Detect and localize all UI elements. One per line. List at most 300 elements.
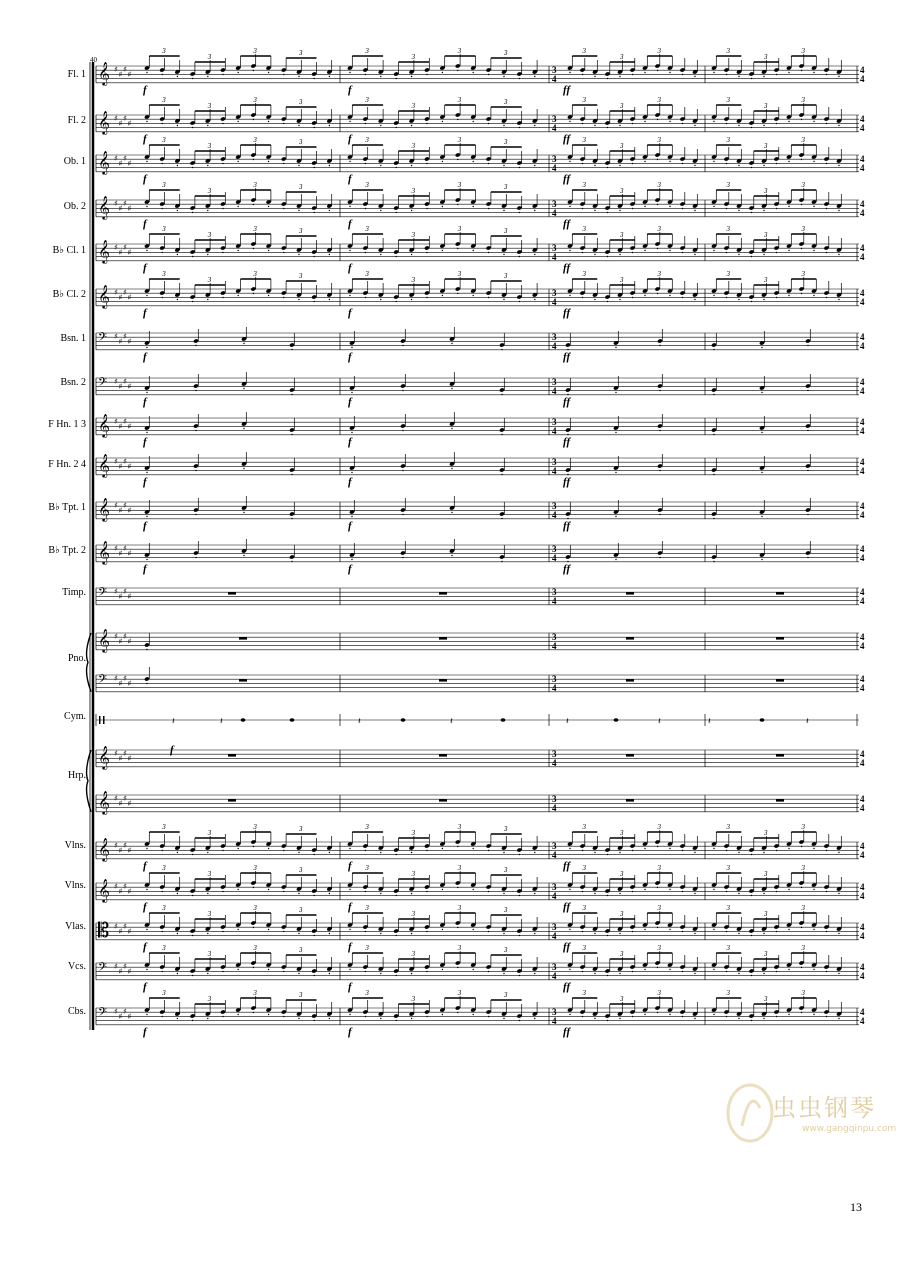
staccato-dot (694, 1018, 695, 1019)
staccato-dot (813, 969, 814, 970)
staccato-dot (283, 163, 284, 164)
staccato-dot (519, 301, 520, 302)
staccato-dot (283, 891, 284, 892)
staccato-dot (607, 301, 608, 302)
staccato-dot (457, 248, 458, 249)
staccato-dot (298, 893, 299, 894)
staccato-dot (396, 256, 397, 257)
tuplet-number: 3 (253, 136, 257, 144)
staccato-dot (694, 973, 695, 974)
staccato-dot (291, 518, 292, 519)
dynamic-forte: f (348, 562, 352, 575)
tuplet-number: 3 (620, 231, 624, 239)
staccato-dot (619, 973, 620, 974)
time-signature-denominator: 4 (860, 1016, 865, 1026)
sharp-icon: ♯ (123, 154, 127, 163)
staccato-dot (619, 1018, 620, 1019)
time-signature-numerator: 4 (860, 288, 865, 298)
rest-icon: 𝄽 (172, 717, 175, 727)
staccato-dot (146, 683, 147, 684)
staccato-dot (222, 850, 223, 851)
whole-rest (776, 754, 784, 756)
rest-icon: 𝄽 (220, 717, 223, 727)
time-signature-denominator: 4 (860, 163, 865, 173)
instrument-label-pno: Pno. (67, 653, 86, 664)
staccato-dot (826, 163, 827, 164)
tuplet-number: 3 (504, 183, 508, 191)
tuplet-number: 3 (582, 47, 586, 55)
staccato-dot (776, 297, 777, 298)
staccato-dot (298, 210, 299, 211)
instrument-label-ob2: Ob. 2 (63, 201, 86, 212)
staccato-dot (146, 206, 147, 207)
tuplet-number: 3 (299, 866, 303, 874)
staccato-dot (657, 846, 658, 847)
staccato-dot (146, 121, 147, 122)
staccato-dot (503, 210, 504, 211)
staccato-dot (457, 927, 458, 928)
tuplet-number: 3 (801, 823, 805, 831)
sharp-icon: ♯ (127, 799, 132, 808)
staccato-dot (644, 72, 645, 73)
staccato-dot (738, 973, 739, 974)
staccato-dot (776, 252, 777, 253)
staccato-dot (298, 165, 299, 166)
sharp-icon: ♯ (118, 506, 123, 515)
staccato-dot (607, 167, 608, 168)
treble-clef-icon: 𝄞 (98, 540, 110, 564)
staccato-dot (380, 893, 381, 894)
tuplet-number: 3 (801, 136, 805, 144)
staccato-dot (657, 159, 658, 160)
time-signature-numerator: 4 (860, 544, 865, 554)
staccato-dot (776, 74, 777, 75)
treble-clef-icon: 𝄞 (98, 150, 110, 174)
staccato-dot (619, 933, 620, 934)
staccato-dot (349, 72, 350, 73)
staccato-dot (488, 971, 489, 972)
tuplet-number: 3 (411, 102, 416, 110)
staccato-dot (569, 206, 570, 207)
staccato-dot (644, 121, 645, 122)
staccato-dot (457, 70, 458, 71)
staccato-dot (619, 299, 620, 300)
staccato-dot (632, 74, 633, 75)
staccato-dot (569, 295, 570, 296)
staccato-dot (253, 887, 254, 888)
staccato-dot (682, 931, 683, 932)
staccato-dot (713, 474, 714, 475)
staccato-dot (238, 250, 239, 251)
staccato-dot (291, 561, 292, 562)
staccato-dot (268, 206, 269, 207)
sharp-icon: ♯ (123, 674, 127, 683)
staccato-dot (314, 256, 315, 257)
staccato-dot (396, 167, 397, 168)
staccato-dot (534, 254, 535, 255)
time-signature-numerator: 4 (860, 332, 865, 342)
whole-rest (239, 637, 247, 639)
staccato-dot (451, 468, 452, 469)
staccato-dot (807, 345, 808, 346)
tuplet-number: 3 (504, 825, 508, 833)
staccato-dot (594, 852, 595, 853)
sharp-icon: ♯ (123, 749, 127, 758)
staccato-dot (534, 125, 535, 126)
whole-rest (626, 754, 634, 756)
staccato-dot (726, 163, 727, 164)
tuplet-number: 3 (504, 98, 508, 106)
staccato-dot (619, 125, 620, 126)
staccato-dot (615, 516, 616, 517)
bass-clef-icon: 𝄢 (98, 331, 108, 347)
staccato-dot (726, 252, 727, 253)
tuplet-number: 3 (620, 995, 624, 1003)
sharp-icon: ♯ (118, 592, 123, 601)
staccato-dot (238, 1014, 239, 1015)
tuplet-number: 3 (299, 946, 303, 954)
staccato-dot (682, 971, 683, 972)
dynamic-forte: f (143, 435, 147, 448)
dynamic-forte: f (348, 475, 352, 488)
staccato-dot (694, 76, 695, 77)
staccato-dot (457, 119, 458, 120)
time-signature-numerator: 4 (860, 794, 865, 804)
staccato-dot (426, 123, 427, 124)
staccato-dot (146, 72, 147, 73)
staccato-dot (738, 76, 739, 77)
sharp-icon: ♯ (127, 887, 132, 896)
tuplet-number: 3 (504, 272, 508, 280)
staccato-dot (195, 557, 196, 558)
dynamic-forte: f (143, 859, 147, 872)
sharp-icon: ♯ (123, 65, 127, 74)
staccato-dot (761, 559, 762, 560)
whole-rest (439, 679, 447, 681)
staccato-dot (582, 931, 583, 932)
dynamic-forte: f (143, 83, 147, 96)
staccato-dot (534, 76, 535, 77)
staccato-dot (582, 123, 583, 124)
staccato-dot (503, 125, 504, 126)
staccato-dot (162, 891, 163, 892)
staccato-dot (396, 78, 397, 79)
rest-icon: 𝄽 (708, 717, 711, 727)
staccato-dot (751, 935, 752, 936)
staccato-dot (669, 72, 670, 73)
dynamic-fortissimo: ff (563, 261, 571, 274)
staccato-dot (763, 299, 764, 300)
time-signature-denominator: 4 (860, 758, 865, 768)
staccato-dot (451, 555, 452, 556)
staccato-dot (801, 927, 802, 928)
staccato-dot (813, 121, 814, 122)
staccato-dot (534, 893, 535, 894)
staccato-dot (644, 295, 645, 296)
staccato-dot (349, 250, 350, 251)
dynamic-forte: f (143, 980, 147, 993)
tuplet-number: 3 (299, 49, 303, 57)
tuplet-number: 3 (801, 989, 805, 997)
time-signature-denominator: 4 (552, 208, 557, 218)
dynamic-fortissimo: ff (563, 1025, 571, 1038)
dynamic-forte: f (143, 261, 147, 274)
staccato-dot (682, 123, 683, 124)
tuplet-number: 3 (582, 270, 586, 278)
staccato-dot (146, 649, 147, 650)
staccato-dot (426, 208, 427, 209)
bass-clef-icon: 𝄢 (98, 586, 108, 602)
staccato-dot (838, 852, 839, 853)
staccato-dot (207, 76, 208, 77)
tuplet-number: 3 (657, 47, 661, 55)
staccato-dot (238, 72, 239, 73)
staccato-dot (380, 125, 381, 126)
whole-rest (439, 754, 447, 756)
staccato-dot (380, 299, 381, 300)
rest-icon: 𝄽 (358, 717, 361, 727)
staccato-dot (402, 430, 403, 431)
staccato-dot (751, 167, 752, 168)
treble-clef-icon: 𝄞 (98, 195, 110, 219)
sharp-icon: ♯ (123, 417, 127, 426)
staccato-dot (582, 971, 583, 972)
staccato-dot (607, 975, 608, 976)
tuplet-number: 3 (620, 187, 624, 195)
staccato-dot (519, 212, 520, 213)
sharp-icon: ♯ (127, 382, 132, 391)
time-signature-denominator: 4 (552, 891, 557, 901)
tuplet-number: 3 (726, 864, 730, 872)
sharp-icon: ♯ (118, 1012, 123, 1021)
time-signature-numerator: 4 (860, 1007, 865, 1017)
percussion-clef-icon (99, 716, 101, 724)
staccato-dot (594, 933, 595, 934)
time-signature-denominator: 4 (860, 252, 865, 262)
sharp-icon: ♯ (118, 337, 123, 346)
tuplet-number: 3 (764, 53, 768, 61)
staccato-dot (801, 159, 802, 160)
staccato-dot (726, 1016, 727, 1017)
time-signature-denominator: 4 (860, 971, 865, 981)
instrument-label-fl1: Fl. 1 (67, 69, 86, 80)
staccato-dot (195, 390, 196, 391)
staccato-dot (298, 933, 299, 934)
staccato-dot (442, 1014, 443, 1015)
staccato-dot (776, 1016, 777, 1017)
staccato-dot (329, 76, 330, 77)
staccato-dot (207, 852, 208, 853)
cymbal-note (290, 718, 295, 722)
tuplet-number: 3 (299, 138, 303, 146)
tuplet-number: 3 (299, 272, 303, 280)
time-signature-numerator: 3 (552, 457, 557, 467)
dynamic-forte: f (143, 132, 147, 145)
time-signature-denominator: 4 (552, 466, 557, 476)
staccato-dot (694, 933, 695, 934)
staccato-dot (238, 889, 239, 890)
tuplet-number: 3 (253, 181, 257, 189)
staccato-dot (365, 850, 366, 851)
staccato-dot (365, 252, 366, 253)
sharp-icon: ♯ (118, 967, 123, 976)
tuplet-number: 3 (726, 823, 730, 831)
staccato-dot (826, 252, 827, 253)
tuplet-number: 3 (365, 864, 369, 872)
staccato-dot (807, 470, 808, 471)
staccato-dot (457, 1012, 458, 1013)
instrument-label-cb: Cbs. (67, 1006, 86, 1017)
sharp-icon: ♯ (127, 592, 132, 601)
time-signature-denominator: 4 (552, 850, 557, 860)
sharp-icon: ♯ (127, 679, 132, 688)
tuplet-number: 3 (365, 989, 369, 997)
time-signature-denominator: 4 (552, 123, 557, 133)
time-signature-denominator: 4 (552, 758, 557, 768)
staccato-dot (713, 349, 714, 350)
staccato-dot (146, 848, 147, 849)
staccato-dot (594, 76, 595, 77)
staccato-dot (380, 165, 381, 166)
staccato-dot (146, 516, 147, 517)
staccato-dot (534, 852, 535, 853)
dynamic-fortissimo: ff (563, 217, 571, 230)
tuplet-number: 3 (162, 904, 166, 912)
staccato-dot (192, 854, 193, 855)
staccato-dot (329, 1018, 330, 1019)
staccato-dot (657, 927, 658, 928)
time-signature-numerator: 3 (552, 922, 557, 932)
staccato-dot (253, 159, 254, 160)
rest-icon: 𝄽 (450, 717, 453, 727)
staccato-dot (411, 76, 412, 77)
staccato-dot (314, 975, 315, 976)
tuplet-number: 3 (457, 904, 462, 912)
staccato-dot (243, 555, 244, 556)
staccato-dot (594, 893, 595, 894)
whole-rest (776, 592, 784, 594)
staccato-dot (177, 125, 178, 126)
staccato-dot (351, 559, 352, 560)
staccato-dot (801, 119, 802, 120)
staccato-dot (607, 1020, 608, 1021)
staccato-dot (669, 848, 670, 849)
staccato-dot (788, 121, 789, 122)
staccato-dot (283, 123, 284, 124)
tuplet-number: 3 (207, 276, 212, 284)
staccato-dot (457, 293, 458, 294)
staccato-dot (411, 165, 412, 166)
staccato-dot (763, 76, 764, 77)
bar-number: 40 (90, 56, 97, 64)
staccato-dot (473, 206, 474, 207)
tuplet-number: 3 (764, 142, 768, 150)
staccato-dot (222, 123, 223, 124)
staccato-dot (644, 929, 645, 930)
sharp-icon: ♯ (127, 927, 132, 936)
whole-rest (439, 799, 447, 801)
staccato-dot (329, 933, 330, 934)
staccato-dot (177, 893, 178, 894)
staccato-dot (807, 390, 808, 391)
staccato-dot (838, 973, 839, 974)
tuplet-number: 3 (457, 944, 462, 952)
staccato-dot (501, 349, 502, 350)
sharp-icon: ♯ (114, 587, 118, 596)
watermark-text: 虫虫钢琴 (772, 1094, 876, 1122)
sharp-icon: ♯ (114, 749, 118, 758)
instrument-label-ob1: Ob. 1 (63, 156, 86, 167)
staccato-dot (243, 428, 244, 429)
staccato-dot (207, 893, 208, 894)
dynamic-forte: f (348, 172, 352, 185)
time-signature-numerator: 3 (552, 962, 557, 972)
staccato-dot (582, 1016, 583, 1017)
time-signature-numerator: 4 (860, 587, 865, 597)
staccato-dot (788, 250, 789, 251)
sharp-icon: ♯ (118, 248, 123, 257)
staccato-dot (243, 468, 244, 469)
staccato-dot (195, 430, 196, 431)
staccato-dot (713, 72, 714, 73)
time-signature-numerator: 4 (860, 922, 865, 932)
staccato-dot (426, 297, 427, 298)
staccato-dot (582, 163, 583, 164)
staccato-dot (682, 208, 683, 209)
staccato-dot (813, 206, 814, 207)
staccato-dot (291, 349, 292, 350)
staccato-dot (632, 891, 633, 892)
staccato-dot (569, 929, 570, 930)
sharp-icon: ♯ (114, 544, 118, 553)
treble-clef-icon: 𝄞 (98, 453, 110, 477)
time-signature-numerator: 3 (552, 243, 557, 253)
tuplet-number: 3 (801, 225, 805, 233)
instrument-label-vla: Vlas. (65, 921, 86, 932)
tuplet-number: 3 (582, 823, 586, 831)
tuplet-number: 3 (801, 864, 805, 872)
whole-rest (776, 637, 784, 639)
staccato-dot (380, 1018, 381, 1019)
staccato-dot (451, 512, 452, 513)
tuplet-number: 3 (457, 270, 462, 278)
staccato-dot (365, 123, 366, 124)
staccato-dot (619, 210, 620, 211)
staccato-dot (788, 1014, 789, 1015)
staccato-dot (813, 848, 814, 849)
staccato-dot (488, 208, 489, 209)
staccato-dot (222, 208, 223, 209)
staccato-dot (582, 297, 583, 298)
staccato-dot (396, 127, 397, 128)
staccato-dot (826, 850, 827, 851)
staccato-dot (776, 971, 777, 972)
staccato-dot (283, 252, 284, 253)
time-signature-denominator: 4 (860, 123, 865, 133)
staccato-dot (619, 254, 620, 255)
staccato-dot (349, 848, 350, 849)
staccato-dot (763, 1018, 764, 1019)
staccato-dot (402, 557, 403, 558)
time-signature-numerator: 3 (552, 288, 557, 298)
tuplet-number: 3 (207, 870, 212, 878)
staccato-dot (238, 848, 239, 849)
staccato-dot (442, 121, 443, 122)
staccato-dot (238, 161, 239, 162)
staccato-dot (253, 967, 254, 968)
time-signature-numerator: 3 (552, 674, 557, 684)
staccato-dot (751, 127, 752, 128)
